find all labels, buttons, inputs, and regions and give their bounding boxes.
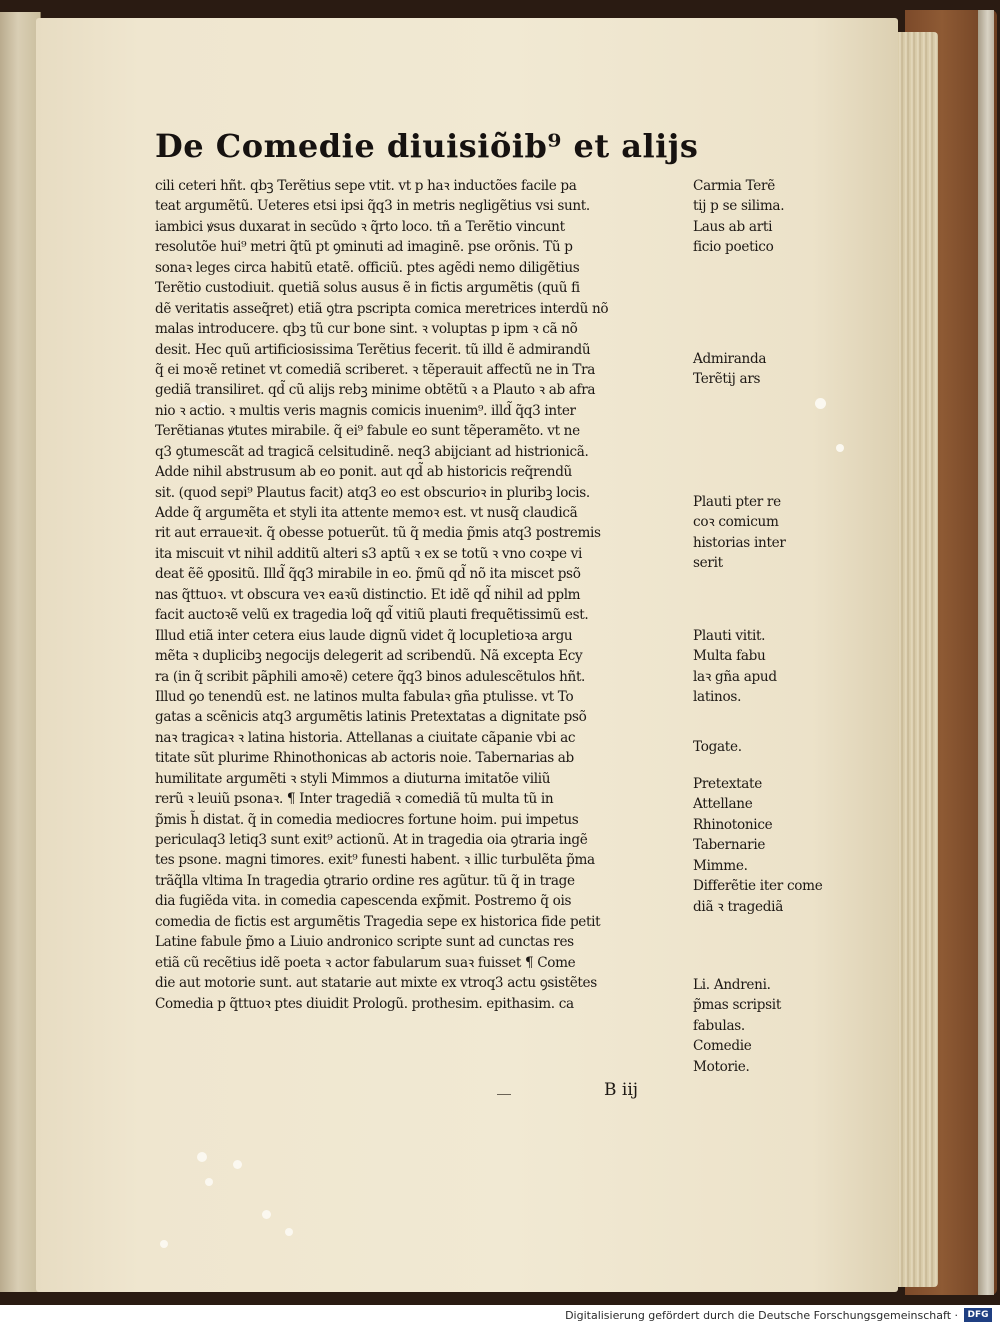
marginal-note-line: Mimme. bbox=[693, 857, 748, 874]
marginal-note-line: Attellane bbox=[693, 796, 753, 813]
marginal-note-line: Motorie. bbox=[693, 1058, 750, 1075]
signature-dash bbox=[497, 1094, 511, 1095]
text-line: nas q̃ttuoꝛ. vt obscura veꝛ eaꝛũ distinctio. Et idẽ qd̃ nihil ad pplm bbox=[155, 586, 581, 603]
marginal-note-line: fabulas. bbox=[693, 1017, 745, 1034]
text-line: rerũ ꝛ leuiũ psonaꝛ. ¶ Inter tragediã ꝛ comediã tũ multa tũ in bbox=[155, 791, 554, 808]
marginal-note-line: Comedie bbox=[693, 1038, 752, 1055]
text-line: gatas a scẽnicis atq3 argumẽtis latinis Pretextatas a dignitate psõ bbox=[155, 709, 587, 726]
text-line: die aut motorie sunt. aut statarie aut mixte ex vtroq3 actu ꝯsistẽtes bbox=[155, 975, 597, 992]
text-line: Comedia p q̃ttuoꝛ ptes diuidit Prologũ. prothesim. epithasim. ca bbox=[155, 995, 574, 1012]
text-line: Latine fabule p̃mo a Liuio andronico scripte sunt ad cunctas res bbox=[155, 934, 574, 951]
marginal-note-line: Multa fabu bbox=[693, 648, 766, 665]
marginal-note-line: Tabernarie bbox=[693, 837, 766, 854]
marginal-note bbox=[693, 975, 823, 1077]
marginal-note-line: Plauti pter re bbox=[693, 494, 781, 510]
paper-spot bbox=[836, 444, 844, 452]
marginal-note-line: tij p se silima. bbox=[693, 198, 785, 215]
text-line: trãq̃lla vltima In tragedia ꝯtrario ordine res agũtur. tũ q̃ in trage bbox=[155, 872, 575, 889]
text-line: sonaꝛ leges circa habitũ etatẽ. officiũ. ptes agẽdi nemo diligẽtius bbox=[155, 259, 580, 276]
text-line: Adde q̃ argumẽta et styli ita attente memoꝛ est. vt nusq̃ claudicã bbox=[155, 505, 578, 521]
text-line: iambici ꝟsus duxarat in secũdo ꝛ q̃rto loco. tñ a Terẽtio vincunt bbox=[155, 218, 565, 235]
left-page-edge bbox=[0, 12, 41, 1292]
body-text bbox=[155, 176, 690, 1014]
marginal-note-line: serit bbox=[693, 555, 723, 572]
marginal-note bbox=[693, 349, 823, 390]
text-line: nio ꝛ actio. ꝛ multis veris magnis comicis inuenim⁹. illd̃ q̃q3 inter bbox=[155, 402, 576, 419]
marginal-note-line: laꝛ gña apud bbox=[693, 668, 777, 685]
text-line: cili ceteri hñt. qbꝫ Terẽtius sepe vtit. vt p haꝛ inductões facile pa bbox=[155, 178, 577, 194]
marginal-note-line: coꝛ comicum bbox=[693, 514, 779, 531]
text-line: Terẽtianas ꝟtutes mirabile. q̃ ei⁹ fabule eo sunt tẽperamẽto. vt ne bbox=[155, 423, 580, 440]
text-line: humilitate argumẽti ꝛ styli Mimmos a diuturna imitatõe viliũ bbox=[155, 770, 551, 787]
paper-spot bbox=[285, 1228, 293, 1236]
marginal-note-line: latinos. bbox=[693, 689, 742, 706]
text-line: dẽ veritatis asseq̃ret) etiã ꝯtra pscripta comica meretrices interdũ nõ bbox=[155, 300, 609, 317]
paper-spot bbox=[205, 1178, 213, 1186]
text-line: ra (in q̃ scribit pãphili amoꝛẽ) cetere q̃q3 binos adulescẽtulos hñt. bbox=[155, 668, 586, 685]
text-line: ita miscuit vt nihil additũ alteri s3 aptũ ꝛ ex se totũ ꝛ vno coꝛpe vi bbox=[155, 545, 582, 562]
dfg-logo: DFG bbox=[964, 1308, 992, 1322]
marginal-note-line: Togate. bbox=[693, 739, 742, 755]
footer-bar bbox=[0, 1305, 1000, 1326]
marginal-note-line: Plauti vitit. bbox=[693, 628, 766, 644]
text-line: mẽta ꝛ duplicibꝫ negocijs delegerit ad scribendũ. Nã excepta Ecy bbox=[155, 648, 583, 665]
text-line: gediã transiliret. qd̃ cũ alijs rebꝫ minime obtẽtũ ꝛ a Plauto ꝛ ab afra bbox=[155, 382, 596, 399]
cover-edge bbox=[978, 10, 994, 1295]
text-line: sit. (quod sepi⁹ Plautus facit) atq3 eo est obscurioꝛ in pluribꝫ locis. bbox=[155, 484, 590, 501]
marginal-note-line: historias inter bbox=[693, 534, 786, 551]
marginal-note-line: Terẽtij ars bbox=[693, 371, 761, 388]
paper-spot bbox=[233, 1160, 242, 1169]
footer-credit: Digitalisierung gefördert durch die Deutsche Forschungsgemeinschaft · bbox=[565, 1309, 958, 1322]
paper-spot bbox=[262, 1210, 271, 1219]
paper-spot bbox=[815, 398, 826, 409]
marginal-note-line: Laus ab arti bbox=[693, 218, 773, 235]
signature-mark: B iij bbox=[604, 1080, 639, 1100]
text-line: Terẽtio custodiuit. quetiã solus ausus ẽ in fictis argumẽtis (quũ fi bbox=[155, 280, 580, 297]
marginal-note-line: Admiranda bbox=[693, 351, 767, 367]
marginal-note bbox=[693, 176, 823, 258]
text-line: Illud etiã inter cetera eius laude dignũ videt q̃ locupletioꝛa argu bbox=[155, 627, 573, 644]
text-line: naꝛ tragicaꝛ ꝛ latina historia. Attellanas a ciuitate cãpanie vbi ac bbox=[155, 729, 576, 746]
marginal-note-line: Rhinotonice bbox=[693, 816, 773, 833]
paper-spot bbox=[197, 1152, 207, 1162]
text-line: titate sũt plurime Rhinothonicas ab actoris noie. Tabernarias ab bbox=[155, 750, 574, 767]
text-line: q3 ꝯtumescãt ad tragicã celsitudinẽ. neq3 abijciant ad histrionicã. bbox=[155, 443, 589, 460]
paper-spot bbox=[160, 1240, 168, 1248]
marginal-note-line: Differẽtie iter come bbox=[693, 878, 823, 895]
text-line: facit auctoꝛẽ velũ ex tragedia loq̃ qd̃ vitiũ plauti frequẽtissimũ est. bbox=[155, 607, 589, 624]
marginal-note bbox=[693, 492, 823, 574]
text-line: Illud ꝯo tenendũ est. ne latinos multa fabulaꝛ gña ptulisse. vt To bbox=[155, 688, 574, 705]
marginal-note bbox=[693, 626, 823, 708]
page-heading: De Comedie diuisiõib⁹ et alijs bbox=[155, 127, 699, 165]
marginal-note-line: ficio poetico bbox=[693, 239, 774, 256]
text-line: Adde nihil abstrusum ab eo ponit. aut qd̃ ab historicis req̃rendũ bbox=[155, 464, 572, 481]
marginal-note bbox=[693, 737, 823, 757]
text-line: comedia de fictis est argumẽtis Tragedia sepe ex historica fide petit bbox=[155, 913, 601, 930]
text-line: periculaq3 letiq3 sunt exit⁹ actionũ. At in tragedia oia ꝯtraria ingẽ bbox=[155, 832, 588, 848]
marginal-note-line: Li. Andreni. bbox=[693, 977, 771, 993]
marginal-note-line: Carmia Terẽ bbox=[693, 178, 775, 194]
text-line: deat ẽẽ ꝯpositũ. Illd̃ q̃q3 mirabile in eo. p̃mũ qd̃ nõ ita miscet psõ bbox=[155, 566, 581, 583]
text-line: resolutõe hui⁹ metri q̃tũ pt ꝯminuti ad imaginẽ. pse orõnis. Tũ p bbox=[155, 239, 573, 256]
marginal-note bbox=[693, 774, 823, 917]
text-line: malas introducere. qbꝫ tũ cur bone sint. ꝛ voluptas p ipm ꝛ cã nõ bbox=[155, 321, 578, 338]
text-line: dia fugiẽda vita. in comedia capescenda exp̃mit. Postremo q̃ ois bbox=[155, 893, 572, 910]
marginal-note-line: Pretextate bbox=[693, 776, 762, 792]
text-line: teat argumẽtũ. Ueteres etsi ipsi q̃q3 in metris negligẽtius vsi sunt. bbox=[155, 198, 590, 215]
marginal-note-line: p̃mas scripsit bbox=[693, 997, 782, 1014]
text-line: desit. Hec quũ artificiosissima Terẽtius fecerit. tũ illd ẽ admirandũ bbox=[155, 341, 591, 358]
text-line: p̃mis h̃ distat. q̃ in comedia mediocres fortune hoim. pui impetus bbox=[155, 811, 579, 828]
marginal-note-line: diã ꝛ tragediã bbox=[693, 898, 784, 915]
text-line: q̃ ei moꝛẽ retinet vt comediã scriberet. ꝛ tẽperauit affectũ ne in Tra bbox=[155, 361, 595, 378]
text-line: etiã cũ recẽtius idẽ poeta ꝛ actor fabularum suaꝛ fuisset ¶ Come bbox=[155, 954, 576, 971]
text-line: tes psone. magni timores. exit⁹ funesti habent. ꝛ illic turbulẽta p̃ma bbox=[155, 852, 595, 869]
text-line: rit aut erraueꝛit. q̃ obesse potuerũt. tũ q̃ media p̃mis atq3 postremis bbox=[155, 525, 601, 542]
